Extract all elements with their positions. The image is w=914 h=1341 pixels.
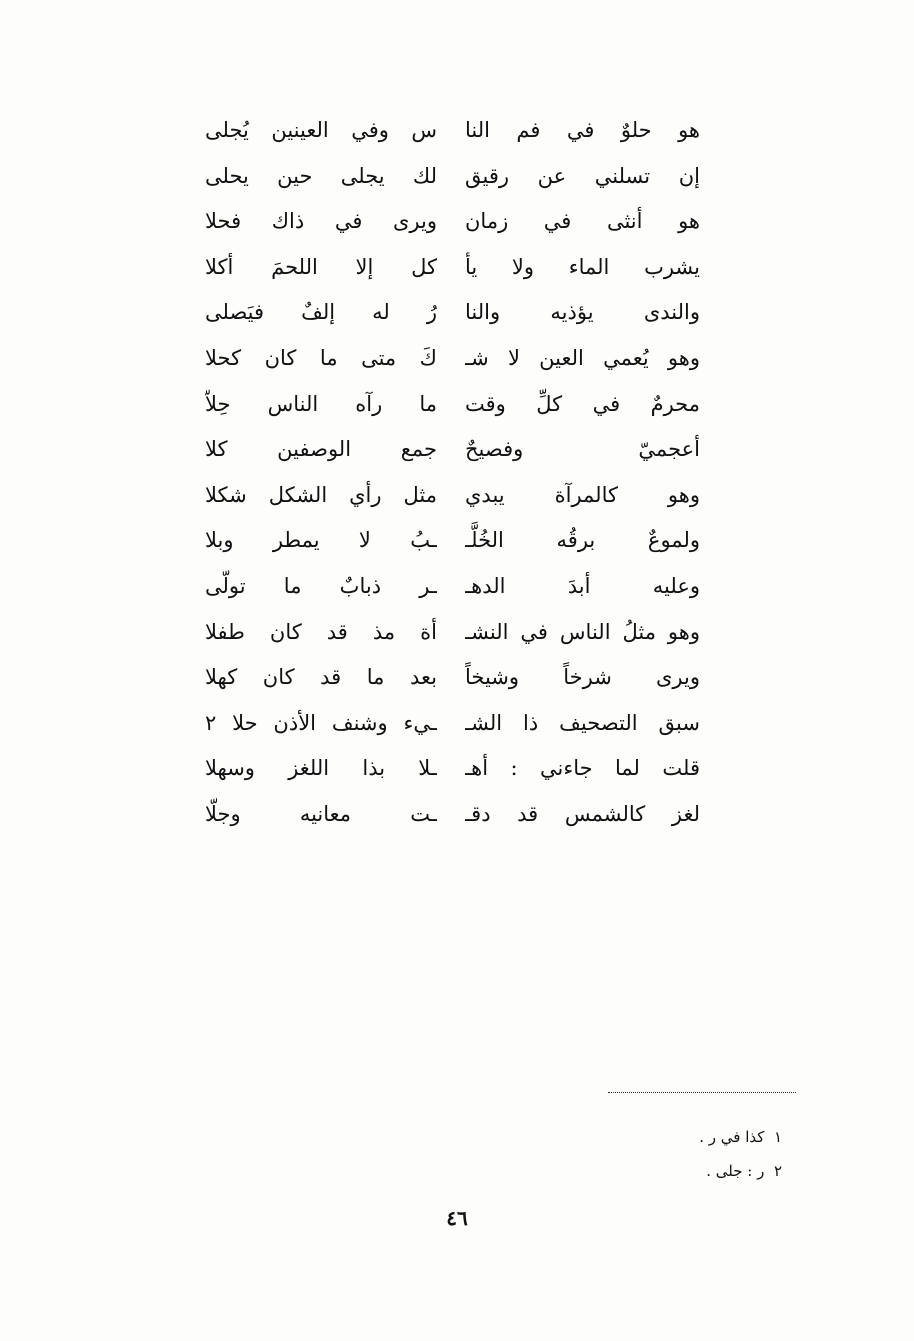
first-hemistich: محرمٌ في كلِّ وقت	[465, 391, 700, 416]
verse-line	[205, 290, 700, 336]
footnote	[699, 1120, 782, 1154]
second-hemistich: ـلا بذا اللغز وسهلا	[205, 756, 437, 781]
verse-line	[205, 610, 700, 656]
verse-line	[205, 473, 700, 519]
second-hemistich: ما رآه الناس حِلاّ	[205, 391, 437, 416]
verse-line	[205, 746, 700, 792]
second-hemistich: لك يجلى حين يحلى	[205, 163, 437, 188]
second-hemistich: بعد ما قد كان كهلا	[205, 665, 437, 690]
first-hemistich: أعجميّ وفصيحٌ	[465, 437, 700, 462]
footnote-text: كذا في ر .	[699, 1128, 765, 1146]
first-hemistich: والندى يؤذيه والنا	[465, 300, 700, 325]
verse-line	[205, 792, 700, 838]
first-hemistich: وهو مثلُ الناس في النشـ	[465, 619, 700, 644]
first-hemistich: لغز كالشمس قد دقـ	[465, 801, 700, 826]
poem	[205, 108, 700, 838]
first-hemistich: ولموعٌ برقُه الخُلَّـ	[465, 528, 700, 553]
verse-line	[205, 108, 700, 154]
first-hemistich: قلت لما جاءني : أهـ	[465, 756, 700, 781]
first-hemistich: وعليه أبدَ الدهـ	[465, 573, 700, 598]
verse-line	[205, 564, 700, 610]
second-hemistich: مثل رأي الشكل شكلا	[205, 482, 437, 507]
second-hemistich: ـر ذبابٌ ما تولّى	[205, 573, 437, 598]
second-hemistich: ـبُ لا يمطر وبلا	[205, 528, 437, 553]
second-hemistich: جمع الوصفين كلا	[205, 437, 437, 462]
footnote	[699, 1154, 782, 1188]
footnote-number: ١	[773, 1128, 782, 1146]
first-hemistich: وهو كالمرآة يبدي	[465, 482, 700, 507]
first-hemistich: وهو يُعمي العين لا شـ	[465, 345, 700, 370]
second-hemistich: ـيء وشنف الأذن حلا ٢	[205, 710, 437, 735]
second-hemistich: س وفي العينين يُجلى	[205, 118, 437, 142]
second-hemistich: أة مذ قد كان طفلا	[205, 619, 437, 644]
page-number: ٤٦	[446, 1206, 468, 1230]
footnote-number: ٢	[773, 1162, 782, 1180]
second-hemistich: ويرى في ذاك فحلا	[205, 209, 437, 234]
first-hemistich: ويرى شرخاً وشيخاً	[465, 665, 700, 690]
verse-line	[205, 199, 700, 245]
verse-line	[205, 427, 700, 473]
verse-line	[205, 382, 700, 428]
verse-line	[205, 655, 700, 701]
footnote-text: ر : جلى .	[706, 1162, 765, 1180]
first-hemistich: إن تسلني عن رقيق	[465, 163, 700, 188]
verse-line	[205, 336, 700, 382]
verse-line	[205, 245, 700, 291]
verse-line	[205, 154, 700, 200]
first-hemistich: هو حلوٌ في فم النا	[465, 118, 700, 142]
second-hemistich: رُ له إلفٌ فيَصلى	[205, 300, 437, 325]
second-hemistich: كل إلا اللحمَ أكلا	[205, 254, 437, 279]
second-hemistich: كَ متى ما كان كحلا	[205, 345, 437, 370]
footnote-divider	[608, 1092, 796, 1093]
first-hemistich: هو أنثى في زمان	[465, 209, 700, 234]
footnotes	[699, 1120, 782, 1188]
verse-line	[205, 518, 700, 564]
first-hemistich: يشرب الماء ولا يأ	[465, 254, 700, 279]
verse-line	[205, 701, 700, 747]
second-hemistich: ـت معانيه وجلّا	[205, 801, 437, 826]
first-hemistich: سبق التصحيف ذا الشـ	[465, 710, 700, 735]
